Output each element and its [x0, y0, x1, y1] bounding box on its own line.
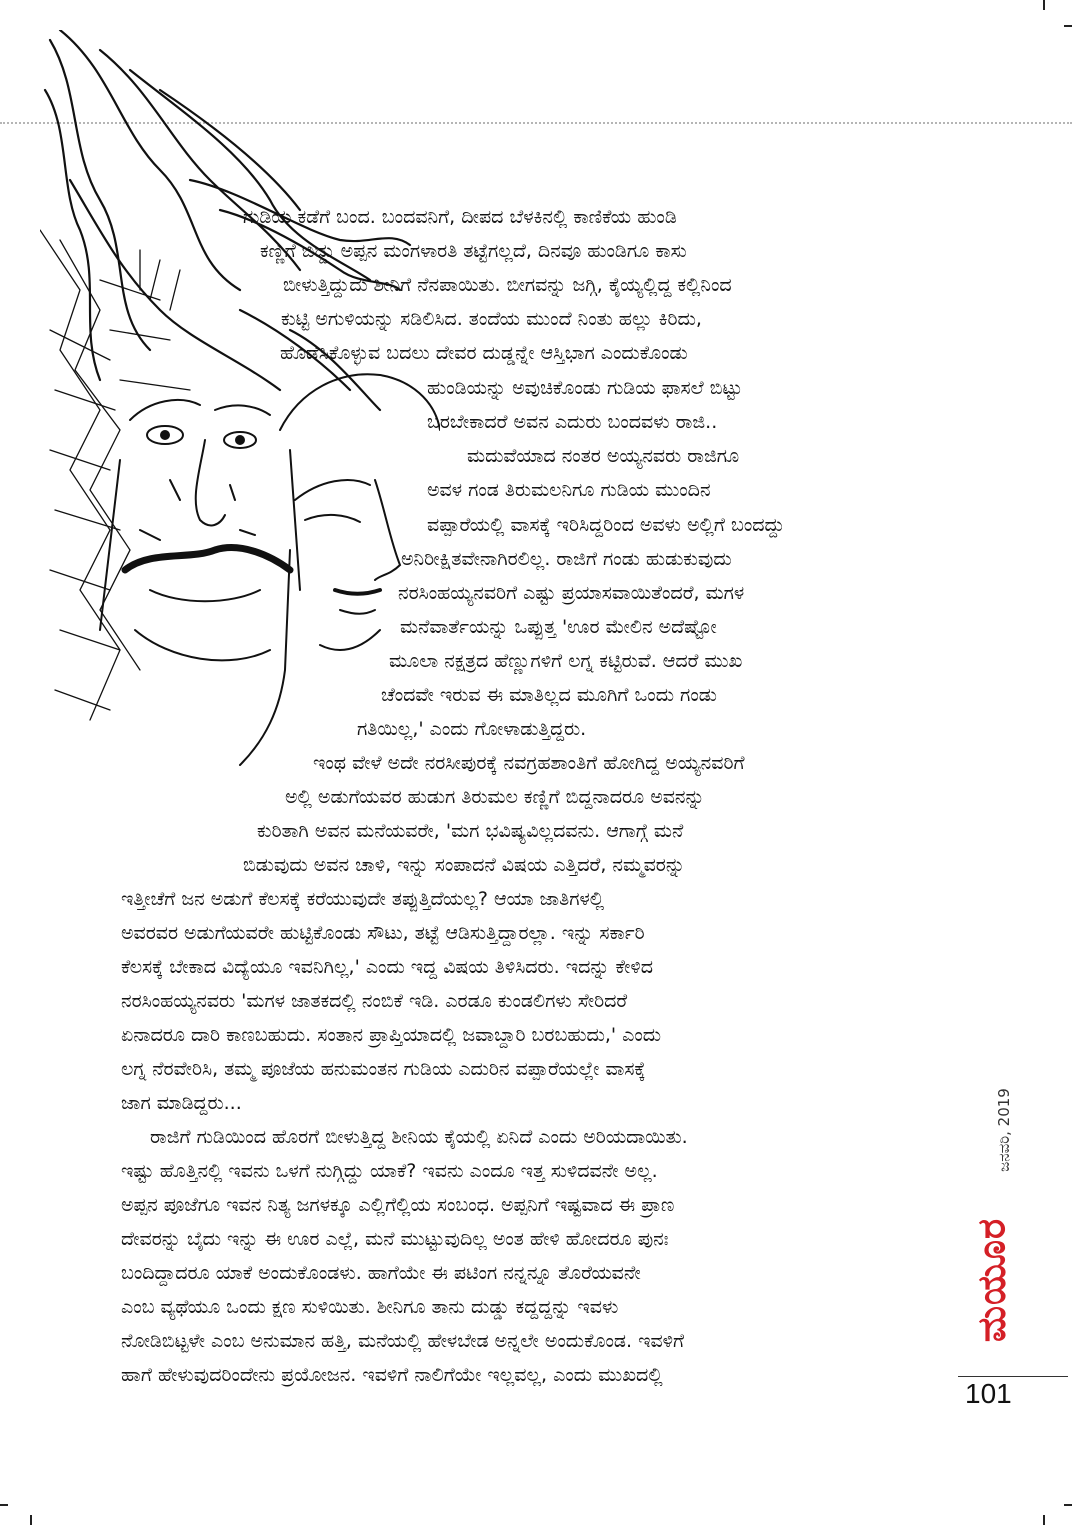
- text-line: ಜಾಗ ಮಾಡಿದ್ದರು...: [121, 1092, 242, 1114]
- text-line: ಅವಳ ಗಂಡ ತಿರುಮಲನಿಗೂ ಗುಡಿಯ ಮುಂದಿನ: [427, 479, 711, 501]
- text-line: ಹಾಗೆ ಹೇಳುವುದರಿಂದೇನು ಪ್ರಯೋಜನ. ಇವಳಿಗೆ ನಾಲಿಗೆಯೇ ಇಲ್ಲವಲ್ಲ, ಎಂದು ಮುಖದಲ್ಲಿ: [121, 1364, 663, 1386]
- text-line: ಗತಿಯಿಲ್ಲ,' ಎಂದು ಗೋಳಾಡುತ್ತಿದ್ದರು.: [357, 718, 587, 740]
- page-number: 101: [965, 1378, 1012, 1409]
- text-line: ಅವರವರ ಅಡುಗೆಯವರೇ ಹುಟ್ಟಿಕೊಂಡು ಸೌಟು, ತಟ್ಟೆ ಆಡಿಸುತ್ತಿದ್ದಾರಲ್ಲಾ. ಇನ್ನು ಸರ್ಕಾರಿ: [121, 922, 645, 944]
- text-line: ಮೂಲಾ ನಕ್ಷತ್ರದ ಹೆಣ್ಣುಗಳಿಗೆ ಲಗ್ನ ಕಟ್ಟಿರುವೆ. ಆದರೆ ಮುಖ: [389, 650, 743, 672]
- text-line: ಕಣ್ಣಿಗೆ ಬಿದ್ದು ಅಪ್ಪನ ಮಂಗಳಾರತಿ ತಟ್ಟೆಗಲ್ಲದೆ, ದಿನವೂ ಹುಂಡಿಗೂ ಕಾಸು: [260, 240, 687, 262]
- page-number-rule: [958, 1376, 1068, 1377]
- text-line: ಅನಿರೀಕ್ಷಿತವೇನಾಗಿರಲಿಲ್ಲ. ರಾಜಿಗೆ ಗಂಡು ಹುಡುಕುವುದು: [401, 548, 732, 570]
- text-line: ಕುಟ್ಟಿ ಅಗುಳಿಯನ್ನು ಸಡಿಲಿಸಿದ. ತಂದೆಯ ಮುಂದೆ ನಿಂತು ಹಲ್ಲು ಕಿರಿದು,: [281, 308, 702, 330]
- magazine-masthead: ಮಯೂರ: [969, 1217, 1014, 1343]
- text-line: ಹೊಡೆಸಿಕೊಳ್ಳುವ ಬದಲು ದೇವರ ದುಡ್ಡನ್ನೇ ಆಸ್ತಿಭಾಗ ಎಂದುಕೊಂಡು: [280, 342, 688, 364]
- text-line: ಬಿಡುವುದು ಅವನ ಚಾಳಿ, ಇನ್ನು ಸಂಪಾದನೆ ವಿಷಯ ಎತ್ತಿದರೆ, ನಮ್ಮವರನ್ನು: [243, 854, 686, 876]
- text-line: ಬರಬೇಕಾದರೆ ಅವನ ಎದುರು ಬಂದವಳು ರಾಜಿ..: [427, 411, 718, 433]
- text-line: ಇತ್ತೀಚೆಗೆ ಜನ ಅಡುಗೆ ಕೆಲಸಕ್ಕೆ ಕರೆಯುವುದೇ ತಪ್ಪುತ್ತಿದೆಯಲ್ಲ? ಆಯಾ ಜಾತಿಗಳಲ್ಲಿ: [121, 888, 605, 910]
- text-line: ಕೆಲಸಕ್ಕೆ ಬೇಕಾದ ವಿದ್ಯೆಯೂ ಇವನಿಗಿಲ್ಲ,' ಎಂದು ಇದ್ದ ವಿಷಯ ತಿಳಿಸಿದರು. ಇದನ್ನು ಕೇಳಿದ: [121, 956, 653, 978]
- issue-date: ಜನವರಿ, 2019: [995, 1088, 1013, 1172]
- text-line: ನರಸಿಂಹಯ್ಯನವರಿಗೆ ಎಷ್ಟು ಪ್ರಯಾಸವಾಯಿತೆಂದರೆ, ಮಗಳ: [398, 582, 745, 604]
- text-line: ನೋಡಿಬಿಟ್ಟಳೇ ಎಂಬ ಅನುಮಾನ ಹತ್ತಿ, ಮನೆಯಲ್ಲಿ ಹೇಳಬೇಡ ಅನ್ನಲೇ ಅಂದುಕೊಂಡ. ಇವಳಿಗೆ: [121, 1330, 685, 1352]
- text-line: ಹುಂಡಿಯನ್ನು ಅವುಚಿಕೊಂಡು ಗುಡಿಯ ಫಾಸಲೆ ಬಿಟ್ಟು: [427, 377, 743, 399]
- text-line: ಎಂಬ ವ್ಯಥೆಯೂ ಒಂದು ಕ್ಷಣ ಸುಳಿಯಿತು. ಶೀನಿಗೂ ತಾನು ದುಡ್ಡು ಕದ್ದದ್ದನ್ನು ಇವಳು: [121, 1296, 619, 1318]
- text-line: ಚೆಂದವೇ ಇರುವ ಈ ಮಾತಿಲ್ಲದ ಮೂಗಿಗೆ ಒಂದು ಗಂಡು: [381, 684, 717, 706]
- text-line: ಬಂದಿದ್ದಾದರೂ ಯಾಕೆ ಅಂದುಕೊಂಡಳು. ಹಾಗೆಯೇ ಈ ಪಟಿಂಗ ನನ್ನನ್ನೂ ತೊರೆಯವನೇ: [121, 1262, 641, 1284]
- text-line: ಏನಾದರೂ ದಾರಿ ಕಾಣಬಹುದು. ಸಂತಾನ ಪ್ರಾಪ್ತಿಯಾದಲ್ಲಿ ಜವಾಬ್ದಾರಿ ಬರಬಹುದು,' ಎಂದು: [121, 1024, 662, 1046]
- text-line: ಗುಡಿಯ ಕಡೆಗೆ ಬಂದ. ಬಂದವನಿಗೆ, ದೀಪದ ಬೆಳಕಿನಲ್ಲಿ ಕಾಣಿಕೆಯ ಹುಂಡಿ: [243, 206, 677, 228]
- text-line: ಮನೆವಾರ್ತೆಯನ್ನು ಒಪ್ಪುತ್ತ 'ಊರ ಮೇಲಿನ ಅದೆಷ್ಟೋ: [400, 616, 717, 638]
- text-line: ಅಲ್ಲಿ ಅಡುಗೆಯವರ ಹುಡುಗ ತಿರುಮಲ ಕಣ್ಣಿಗೆ ಬಿದ್ದನಾದರೂ ಅವನನ್ನು: [285, 786, 705, 808]
- text-line: ಬೀಳುತ್ತಿದ್ದುದು ಶೀನಿಗೆ ನೆನಪಾಯಿತು. ಬೀಗವನ್ನು ಜಗ್ಗಿ, ಕೈಯ್ಯಲ್ಲಿದ್ದ ಕಲ್ಲಿನಿಂದ: [283, 274, 732, 296]
- text-line: ನರಸಿಂಹಯ್ಯನವರು 'ಮಗಳ ಜಾತಕದಲ್ಲಿ ನಂಬಿಕೆ ಇಡಿ. ಎರಡೂ ಕುಂಡಲಿಗಳು ಸೇರಿದರೆ: [121, 990, 628, 1012]
- text-line: ಅಪ್ಪನ ಪೂಜೆಗೂ ಇವನ ನಿತ್ಯ ಜಗಳಕ್ಕೂ ಎಲ್ಲಿಗೆಲ್ಲಿಯ ಸಂಬಂಧ. ಅಪ್ಪನಿಗೆ ಇಷ್ಟವಾದ ಈ ಪ್ರಾಣ: [121, 1194, 675, 1216]
- text-line: ಇಷ್ಟು ಹೊತ್ತಿನಲ್ಲಿ ಇವನು ಒಳಗೆ ನುಗ್ಗಿದ್ದು ಯಾಕೆ? ಇವನು ಎಂದೂ ಇತ್ತ ಸುಳಿದವನೇ ಅಲ್ಲ.: [121, 1160, 658, 1182]
- text-line: ಕುರಿತಾಗಿ ಅವನ ಮನೆಯವರೇ, 'ಮಗ ಭವಿಷ್ಯವಿಲ್ಲದವನು. ಆಗಾಗ್ಗೆ ಮನೆ: [257, 820, 684, 842]
- text-line: ದೇವರನ್ನು ಬೈದು ಇನ್ನು ಈ ಊರ ಎಲ್ಲೆ, ಮನೆ ಮುಟ್ಟುವುದಿಲ್ಲ ಅಂತ ಹೇಳಿ ಹೋದರೂ ಪುನಃ: [121, 1228, 669, 1250]
- text-line: ಇಂಥ ವೇಳೆ ಅದೇ ನರಸೀಪುರಕ್ಕೆ ನವಗ್ರಹಶಾಂತಿಗೆ ಹೋಗಿದ್ದ ಅಯ್ಯನವರಿಗೆ: [313, 752, 745, 774]
- text-line: ವಪ್ಪಾರೆಯಲ್ಲಿ ವಾಸಕ್ಕೆ ಇರಿಸಿದ್ದರಿಂದ ಅವಳು ಅಲ್ಲಿಗೆ ಬಂದದ್ದು: [427, 514, 785, 536]
- text-line: ಲಗ್ನ ನೆರವೇರಿಸಿ, ತಮ್ಮ ಪೂಜೆಯ ಹನುಮಂತನ ಗುಡಿಯ ಎದುರಿನ ವಪ್ಪಾರೆಯಲ್ಲೇ ವಾಸಕ್ಕೆ: [121, 1058, 646, 1080]
- text-line: ರಾಜಿಗೆ ಗುಡಿಯಿಂದ ಹೊರಗೆ ಬೀಳುತ್ತಿದ್ದ ಶೀನಿಯ ಕೈಯಲ್ಲಿ ಏನಿದೆ ಎಂದು ಅರಿಯದಾಯಿತು.: [150, 1126, 688, 1148]
- text-line: ಮದುವೆಯಾದ ನಂತರ ಅಯ್ಯನವರು ರಾಜಿಗೂ: [467, 445, 740, 467]
